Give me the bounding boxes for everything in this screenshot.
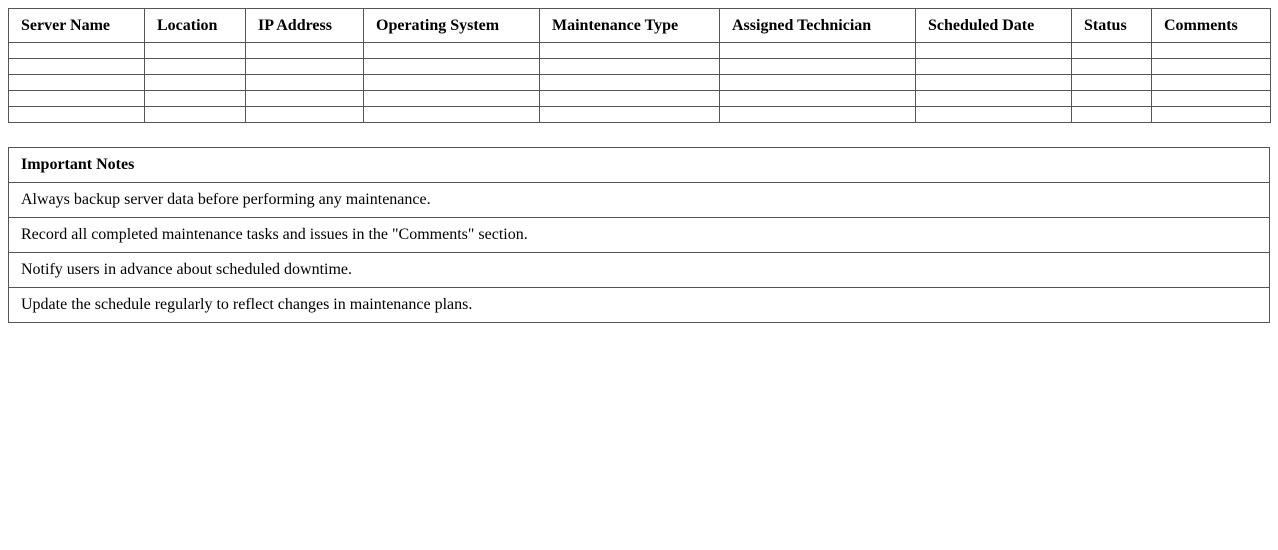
table-cell[interactable] <box>9 59 145 75</box>
table-cell[interactable] <box>246 107 364 123</box>
table-row <box>9 107 1271 123</box>
table-cell[interactable] <box>1152 107 1271 123</box>
table-header-row <box>9 9 1271 43</box>
table-cell[interactable] <box>720 43 916 59</box>
table-cell[interactable] <box>364 59 540 75</box>
table-cell[interactable] <box>364 75 540 91</box>
note-row <box>9 183 1270 218</box>
table-cell[interactable] <box>145 75 246 91</box>
table-cell[interactable] <box>364 43 540 59</box>
notes-title: Important Notes <box>9 148 1270 183</box>
table-cell[interactable] <box>916 43 1072 59</box>
table-cell[interactable] <box>145 43 246 59</box>
note-row <box>9 218 1270 253</box>
table-cell[interactable] <box>540 59 720 75</box>
table-cell[interactable] <box>1072 91 1152 107</box>
table-cell[interactable] <box>145 107 246 123</box>
table-cell[interactable] <box>246 59 364 75</box>
table-cell[interactable] <box>9 107 145 123</box>
notes-header-row <box>9 148 1270 183</box>
table-cell[interactable] <box>1152 43 1271 59</box>
table-cell[interactable] <box>916 75 1072 91</box>
column-header-location: Location <box>145 9 246 43</box>
table-cell[interactable] <box>9 75 145 91</box>
table-cell[interactable] <box>364 107 540 123</box>
table-cell[interactable] <box>246 43 364 59</box>
table-cell[interactable] <box>364 91 540 107</box>
table-row <box>9 91 1271 107</box>
column-header-maintenance-type: Maintenance Type <box>540 9 720 43</box>
table-cell[interactable] <box>1072 59 1152 75</box>
note-item: Notify users in advance about scheduled downtime. <box>9 253 1270 288</box>
table-cell[interactable] <box>916 107 1072 123</box>
table-cell[interactable] <box>540 91 720 107</box>
table-cell[interactable] <box>9 91 145 107</box>
table-cell[interactable] <box>916 91 1072 107</box>
column-header-assigned-technician: Assigned Technician <box>720 9 916 43</box>
table-cell[interactable] <box>1152 59 1271 75</box>
table-cell[interactable] <box>540 43 720 59</box>
table-cell[interactable] <box>246 91 364 107</box>
note-item: Always backup server data before performing any maintenance. <box>9 183 1270 218</box>
column-header-server-name: Server Name <box>9 9 145 43</box>
table-cell[interactable] <box>145 59 246 75</box>
note-row <box>9 288 1270 323</box>
table-cell[interactable] <box>145 91 246 107</box>
important-notes-table <box>8 147 1270 323</box>
table-cell[interactable] <box>1072 43 1152 59</box>
table-cell[interactable] <box>540 75 720 91</box>
table-cell[interactable] <box>1152 75 1271 91</box>
table-row <box>9 75 1271 91</box>
note-item: Update the schedule regularly to reflect changes in maintenance plans. <box>9 288 1270 323</box>
table-cell[interactable] <box>720 59 916 75</box>
table-cell[interactable] <box>1152 91 1271 107</box>
table-cell[interactable] <box>1072 75 1152 91</box>
table-cell[interactable] <box>916 59 1072 75</box>
column-header-comments: Comments <box>1152 9 1271 43</box>
column-header-scheduled-date: Scheduled Date <box>916 9 1072 43</box>
table-cell[interactable] <box>720 107 916 123</box>
table-cell[interactable] <box>720 91 916 107</box>
table-cell[interactable] <box>720 75 916 91</box>
column-header-operating-system: Operating System <box>364 9 540 43</box>
maintenance-schedule-table <box>8 8 1271 123</box>
column-header-ip-address: IP Address <box>246 9 364 43</box>
table-row <box>9 59 1271 75</box>
table-cell[interactable] <box>1072 107 1152 123</box>
table-cell[interactable] <box>540 107 720 123</box>
note-row <box>9 253 1270 288</box>
table-cell[interactable] <box>9 43 145 59</box>
table-cell[interactable] <box>246 75 364 91</box>
table-row <box>9 43 1271 59</box>
column-header-status: Status <box>1072 9 1152 43</box>
note-item: Record all completed maintenance tasks and issues in the "Comments" section. <box>9 218 1270 253</box>
